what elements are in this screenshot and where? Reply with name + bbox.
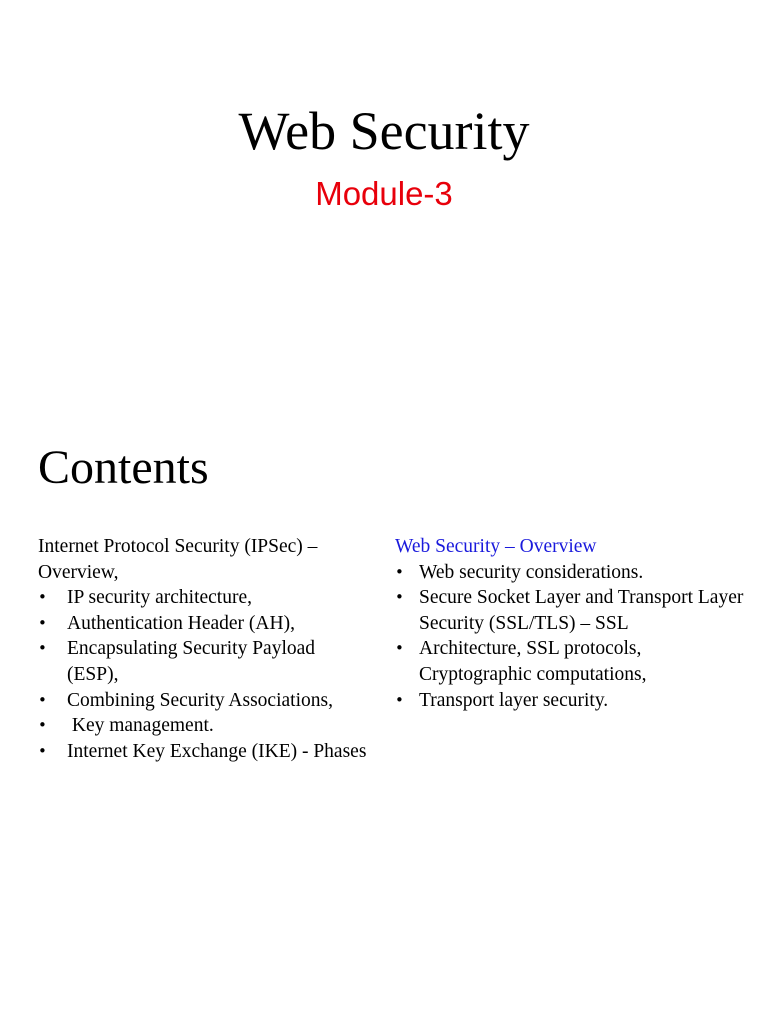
bullet-icon: • <box>38 716 47 735</box>
list-item: • Transport layer security. <box>395 688 745 714</box>
list-item: • Secure Socket Layer and Transport Layer Security (SSL/TLS) – SSL <box>395 587 744 634</box>
left-column <box>38 534 368 764</box>
list-item: • Combining Security Associations, <box>38 688 368 714</box>
bullet-icon: • <box>38 639 47 658</box>
list-item: • Encapsulating Security Payload (ESP), <box>38 638 316 685</box>
bullet-icon: • <box>395 588 404 607</box>
list-item: • Key management. <box>38 713 368 739</box>
left-column-heading: Internet Protocol Security (IPSec) – Overview, <box>38 536 318 583</box>
bullet-icon: • <box>38 690 47 709</box>
contents-heading: Contents <box>38 441 209 494</box>
slide-title: Web Security <box>238 101 530 161</box>
bullet-icon: • <box>38 588 47 607</box>
bullet-icon: • <box>395 562 404 581</box>
contents-slide <box>0 400 768 1024</box>
right-column <box>395 534 745 713</box>
title-slide <box>0 0 768 400</box>
right-column-heading: Web Security – Overview <box>395 536 597 557</box>
bullet-icon: • <box>395 639 404 658</box>
bullet-icon: • <box>395 690 404 709</box>
list-item: • IP security architecture, <box>38 585 368 611</box>
bullet-icon: • <box>38 741 47 760</box>
slide-subtitle: Module-3 <box>315 175 453 212</box>
list-item: • Web security considerations. <box>395 560 745 586</box>
list-item: • Authentication Header (AH), <box>38 611 368 637</box>
list-item: • Architecture, SSL protocols, Cryptographic computations, <box>395 638 647 685</box>
list-item: • Internet Key Exchange (IKE) - Phases <box>38 739 368 765</box>
right-bullet-list <box>395 560 745 714</box>
bullet-icon: • <box>38 613 47 632</box>
left-bullet-list <box>38 585 368 764</box>
